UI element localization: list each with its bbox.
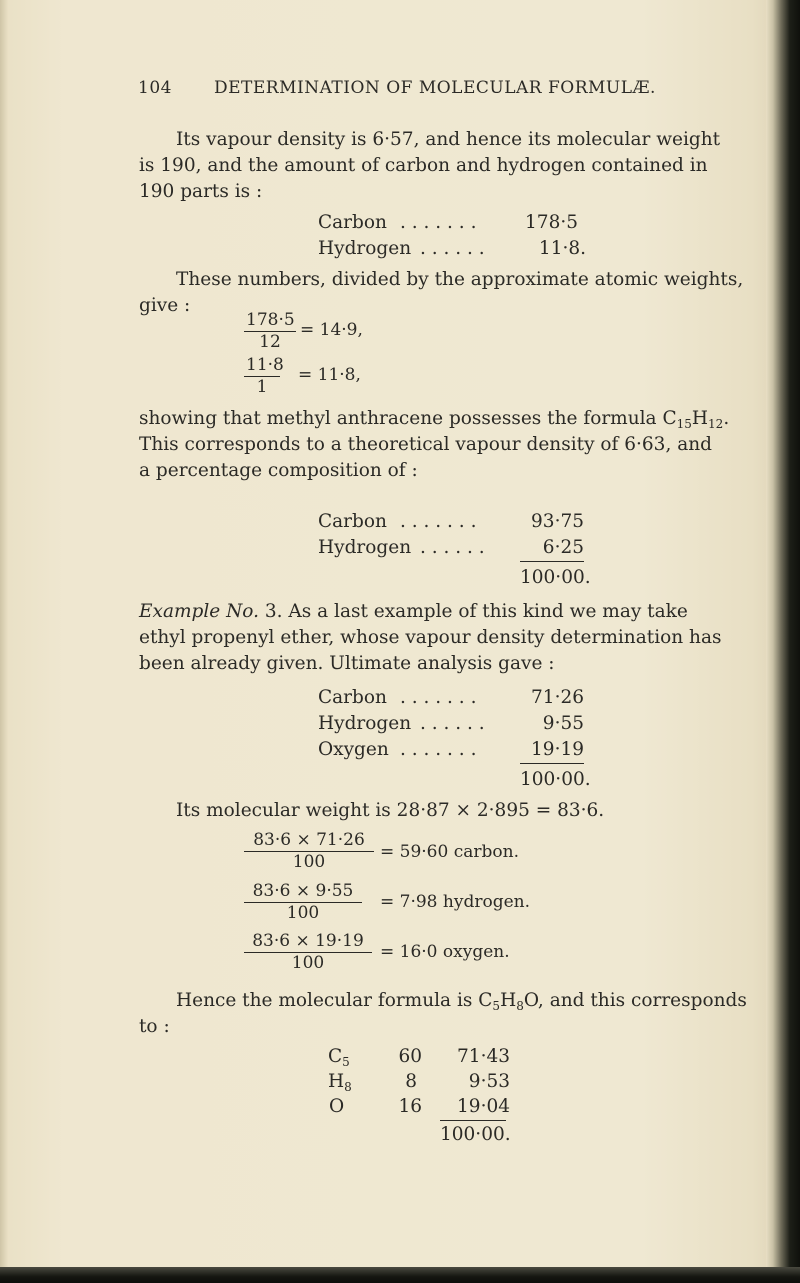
para2-line1: These numbers, divided by the approximate atomic weights, — [176, 269, 744, 290]
calc-hydrogen-result: = 7·98 hydrogen. — [380, 892, 530, 912]
para2-line2: give : — [139, 295, 191, 316]
page-bottom-edge — [0, 1267, 800, 1283]
table1-carbon-value: 178·5 — [525, 212, 578, 233]
calc-carbon-denominator: 100 — [292, 852, 326, 872]
table4-h-mass: 8 — [405, 1071, 417, 1092]
table4-c-pct: 71·43 — [457, 1046, 510, 1067]
table2-hydrogen-value: 6·25 — [542, 537, 584, 558]
calc-oxygen-numerator: 83·6 × 19·19 — [244, 933, 372, 953]
table3-hydrogen-value: 9·55 — [542, 713, 584, 734]
para4-line1-text: 3. As a last example of this kind we may take — [258, 601, 688, 622]
table4-o-symbol: O — [329, 1096, 345, 1117]
division-hydrogen-denominator: 1 — [256, 377, 268, 397]
table3-oxygen-value: 19·19 — [531, 739, 584, 760]
para5-line1-end: O, and this corresponds — [523, 990, 747, 1011]
table2-sum-rule — [520, 561, 584, 562]
para3-line3: a percentage composition of : — [139, 460, 418, 481]
para4-line3: been already given. Ultimate analysis gave : — [139, 653, 555, 674]
table3-total: 100·00. — [520, 769, 591, 790]
calc-carbon-numerator: 83·6 × 71·26 — [244, 832, 374, 852]
calc-oxygen-result: = 16·0 oxygen. — [380, 942, 510, 962]
calc-carbon-result: = 59·60 carbon. — [380, 842, 519, 862]
table3-sum-rule — [520, 763, 584, 764]
calc-carbon — [244, 832, 374, 871]
formula-sub-8: 8 — [516, 999, 524, 1013]
table2-carbon-label: Carbon — [318, 511, 387, 532]
calc-hydrogen-numerator: 83·6 × 9·55 — [244, 883, 362, 903]
calc-oxygen — [244, 933, 372, 972]
table3-carbon-label: Carbon — [318, 687, 387, 708]
para1-line2: is 190, and the amount of carbon and hydrogen contained in — [139, 155, 708, 176]
page-number: 104 — [138, 78, 172, 98]
para4-line1 — [139, 603, 688, 622]
formula-sub-12: 12 — [708, 417, 724, 431]
table4-c-sym-text: C — [328, 1046, 343, 1067]
table2-total: 100·00. — [520, 567, 591, 588]
table4-h-sym-text: H — [328, 1071, 345, 1092]
running-title: DETERMINATION OF MOLECULAR FORMULÆ. — [214, 78, 656, 98]
para5-line2: to : — [139, 1016, 170, 1037]
formula-sub-5: 5 — [492, 999, 501, 1013]
division-carbon — [244, 312, 296, 351]
table4-c-sub: 5 — [342, 1055, 350, 1069]
calc-hydrogen — [244, 883, 362, 922]
division-hydrogen-numerator: 11·8 — [246, 355, 284, 375]
table2-hydrogen-dots: . . . . . . — [420, 537, 485, 558]
table4-h-sub: 8 — [344, 1080, 352, 1094]
table3-carbon-dots: . . . . . . . — [400, 687, 477, 708]
para3-line2: This corresponds to a theoretical vapour density of 6·63, and — [139, 434, 713, 455]
division-carbon-denominator: 12 — [259, 332, 281, 352]
para3-line1-text: showing that methyl anthracene possesses the formula C — [139, 408, 677, 429]
division-hydrogen-result: = 11·8, — [298, 365, 361, 385]
calc-hydrogen-denominator: 100 — [286, 903, 320, 923]
table4-h-symbol — [328, 1073, 352, 1092]
table4-o-mass: 16 — [398, 1096, 422, 1117]
division-carbon-result: = 14·9, — [300, 320, 363, 340]
formula-period: . — [723, 408, 730, 429]
division-hydrogen — [244, 355, 284, 397]
table4-o-pct: 19·04 — [457, 1096, 510, 1117]
table4-c-mass: 60 — [398, 1046, 422, 1067]
table3-carbon-value: 71·26 — [531, 687, 584, 708]
para3-line1 — [139, 410, 729, 429]
para1-line1: Its vapour density is 6·57, and hence its molecular weight — [176, 129, 721, 150]
molecular-weight-line: Its molecular weight is 28·87 × 2·895 = 83·6. — [176, 800, 605, 821]
page-gutter-shadow — [0, 0, 8, 1283]
para4-line2: ethyl propenyl ether, whose vapour density determination has — [139, 627, 722, 648]
table2-carbon-value: 93·75 — [531, 511, 584, 532]
table1-carbon-label: Carbon — [318, 212, 387, 233]
table3-hydrogen-label: Hydrogen — [318, 713, 412, 734]
table3-hydrogen-dots: . . . . . . — [420, 713, 485, 734]
formula-h: H — [691, 408, 709, 429]
division-carbon-numerator: 178·5 — [246, 310, 295, 330]
formula-h-2: H — [500, 990, 517, 1011]
table2-hydrogen-label: Hydrogen — [318, 537, 412, 558]
example-label: Example No. — [139, 601, 259, 622]
table3-oxygen-dots: . . . . . . . — [400, 739, 477, 760]
table4-h-pct: 9·53 — [468, 1071, 510, 1092]
calc-oxygen-denominator: 100 — [291, 953, 325, 973]
table3-oxygen-label: Oxygen — [318, 739, 389, 760]
para5-line1-text: Hence the molecular formula is C — [176, 990, 493, 1011]
table1-hydrogen-value: 11·8. — [538, 238, 586, 259]
table4-sum-rule — [440, 1120, 506, 1121]
para1-line3: 190 parts is : — [139, 181, 263, 202]
table4-total: 100·00. — [440, 1124, 511, 1145]
table1-hydrogen-dots: . . . . . . — [420, 238, 485, 259]
para5-line1 — [176, 992, 747, 1011]
formula-sub-15: 15 — [676, 417, 692, 431]
table1-carbon-dots: . . . . . . . — [400, 212, 477, 233]
table4-c-symbol — [328, 1048, 350, 1067]
page-edge-shadow — [766, 0, 800, 1283]
table2-carbon-dots: . . . . . . . — [400, 511, 477, 532]
table1-hydrogen-label: Hydrogen — [318, 238, 412, 259]
